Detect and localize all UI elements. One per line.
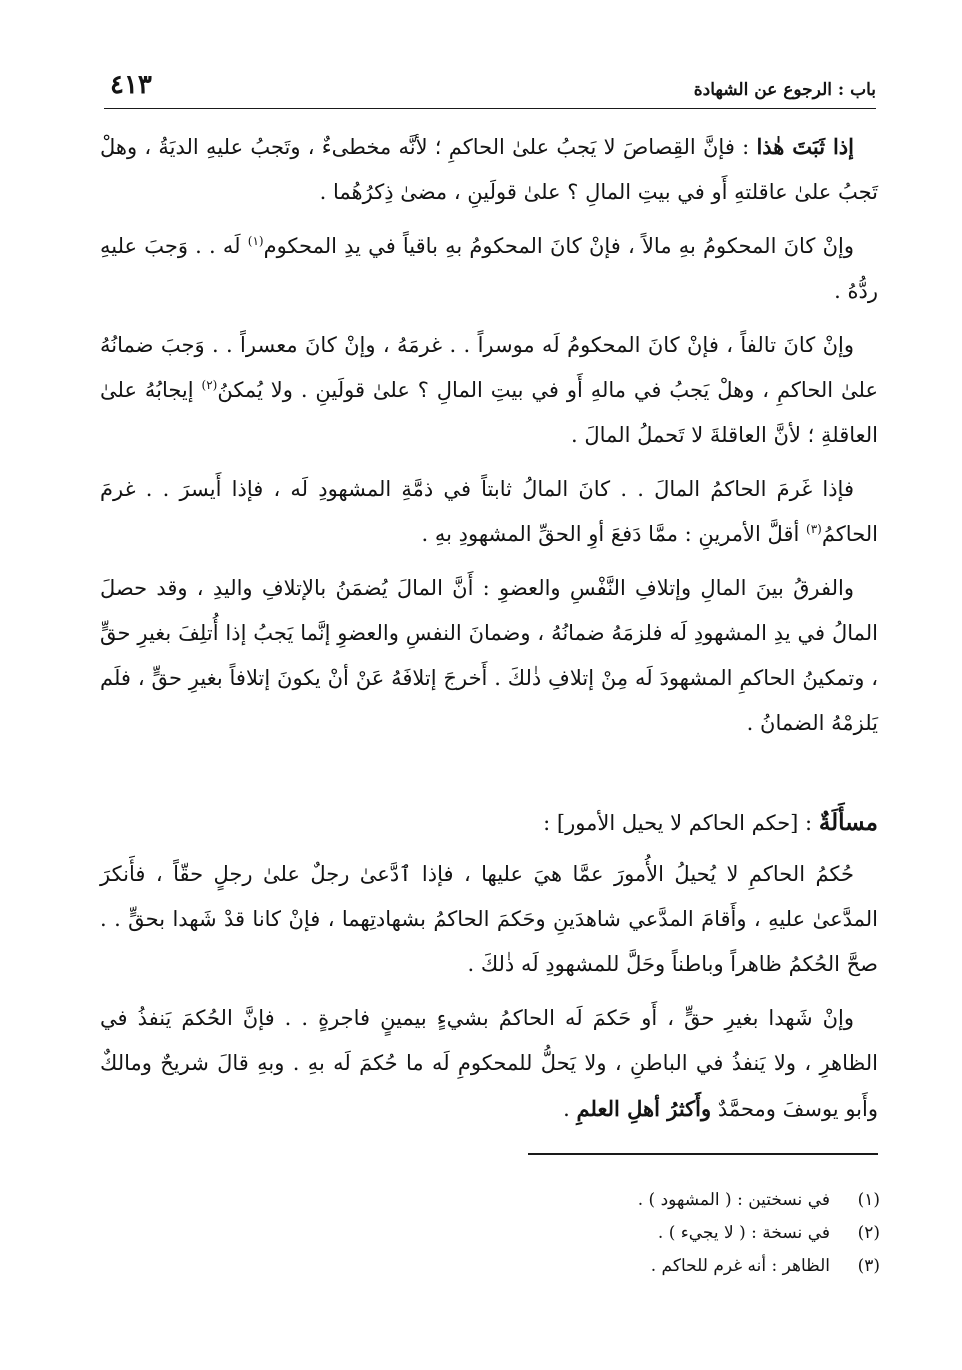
header-divider xyxy=(104,108,876,109)
paragraph-5 xyxy=(100,566,878,746)
paragraph-6 xyxy=(100,852,878,987)
paragraph-text: فإذا غَرمَ الحاكمُ المالَ . . كانَ المالُ ثابتاً في ذمَّةِ المشهودِ لَه ، فإذا أَيسرَ . . غرمَ الحاكمُ xyxy=(100,477,878,546)
paragraph-text: إيجابُهُ علىٰ العاقلةِ ؛ لأنَّ العاقلةَ لا تَحملُ المالَ . xyxy=(100,378,878,447)
footnotes xyxy=(460,1184,880,1283)
paragraph-text: وإنْ كانَ تالفاً ، فإنْ كانَ المحكومُ لَه موسراً . . غرمَهُ ، وإنْ كانَ معسراً . . وَجبَ ضمانُهُ علىٰ الحاكمِ ، وهلْ يَجبُ في مالهِ أَو في بيتِ المالِ ؟ علىٰ قولَينِ . ولا يُمكنُ xyxy=(100,333,878,402)
main-text xyxy=(100,124,878,1141)
footnote-number: (٣) xyxy=(857,1256,880,1276)
paragraph-2 xyxy=(100,224,878,314)
footnote-divider xyxy=(528,1153,878,1155)
paragraph-end: . xyxy=(563,1097,577,1121)
footnote-text: في نسخة : ( لا يجيء ) . xyxy=(657,1223,830,1243)
paragraph-text: : فإنَّ القِصاصَ لا يَجبُ علىٰ الحاكمِ ؛ لأنَّه مخطىءٌ ، وتَجبُ عليهِ الديَةُ ، وهلْ تَجبُ علىٰ عاقلتهِ أَو في بيتِ المالِ ؟ علىٰ قولَينِ ، مضىٰ ذِكرُهُما . xyxy=(100,135,878,204)
footnote-marker-3[interactable]: (٣) xyxy=(806,522,822,536)
paragraph-bold-tail: وأَكثرُ أهلِ العلمِ xyxy=(576,1096,712,1121)
masala-label: مسأَلَةٌ xyxy=(818,809,878,836)
paragraph-3 xyxy=(100,323,878,458)
footnote-2 xyxy=(460,1217,880,1250)
paragraph-text: أقلَّ الأمرينِ : ممَّا دَفعَ أوِ الحقِّ المشهودِ بهِ . xyxy=(421,522,806,546)
paragraph-4 xyxy=(100,467,878,557)
masala-title: : [حكم الحاكم لا يحيل الأمور] : xyxy=(543,811,819,835)
footnote-3 xyxy=(460,1250,880,1283)
footnote-text: في نسختين : ( المشهود ) . xyxy=(637,1190,830,1210)
footnote-number: (٢) xyxy=(857,1223,880,1243)
page-header xyxy=(104,66,876,106)
paragraph-text: وإنْ كانَ المحكومُ بهِ مالاً ، فإنْ كانَ المحكومُ بهِ باقياً في يدِ المحكوم xyxy=(263,234,854,258)
footnote-marker-2[interactable]: (٢) xyxy=(201,378,218,392)
paragraph-text: وإنْ شَهدا بغيرِ حقٍّ ، أَو حَكمَ لَه الحاكمُ بشيءٍ بيمينٍ فاجرةٍ . . فإنَّ الحُكمَ يَنفذُ في الظاهرِ ، ولا يَنفذُ في الباطنِ ، ولا يَحلُّ للمحكومِ لَه ما حُكمَ لَه بهِ . وبهِ قالَ شريحٌ ومالكٌ وأَبو يوسفَ ومحمَّدٌ xyxy=(100,1006,878,1121)
paragraph-1 xyxy=(100,124,878,215)
masala-heading xyxy=(100,800,878,846)
paragraph-text: حُكمُ الحاكمِ لا يُحيلُ الأُمورَ عمَّا هيَ عليها ، فإذا ٱدَّعىٰ رجلٌ علىٰ رجلٍ حقّاً ، فأَنكرَ المدَّعىٰ عليهِ ، وأَقامَ المدَّعي شاهدَينِ وحَكمَ الحاكمُ بشهادتِهما ، فإنْ كانا قدْ شَهدا بحقٍّ . . صحَّ الحُكمُ ظاهراً وباطناً وحَلَّ للمشهودِ لَه ذٰلكَ . xyxy=(100,862,878,976)
running-title: باب : الرجوع عن الشهادة xyxy=(693,80,876,100)
page-number: ٤١٣ xyxy=(110,70,152,100)
paragraph-text: لَه . . وَجبَ عليهِ ردُّهُ . xyxy=(100,234,878,303)
paragraph-7 xyxy=(100,996,878,1132)
paragraph-lead: إذا ثَبَتَ هٰذا xyxy=(756,134,854,159)
footnote-number: (١) xyxy=(857,1190,880,1210)
paragraph-text: والفرقُ بينَ المالِ وإتلافِ النَّفْسِ والعضوِ : أَنَّ المالَ يُضمَنُ بالإتلافِ واليدِ ، وقد حصلَ المالُ في يدِ المشهودِ لَه فلزمَهُ ضمانُهُ ، وضمانَ النفسِ والعضوِ إنَّما يَجبُ إذا أُتلِفَ بغيرِ حقٍّ ، وتمكينُ الحاكمِ المشهودَ لَه مِنْ إتلافِ ذٰلكَ . أَخرجَ إتلافَهُ عَنْ أنْ يكونَ إتلافاً بغيرِ حقٍّ ، فلَم يَلزمْهُ الضمانُ . xyxy=(100,576,878,735)
footnote-text: الظاهر : أنه غرم للحاكم . xyxy=(650,1256,830,1276)
footnote-1 xyxy=(460,1184,880,1217)
footnote-marker-1[interactable]: (١) xyxy=(247,234,264,248)
